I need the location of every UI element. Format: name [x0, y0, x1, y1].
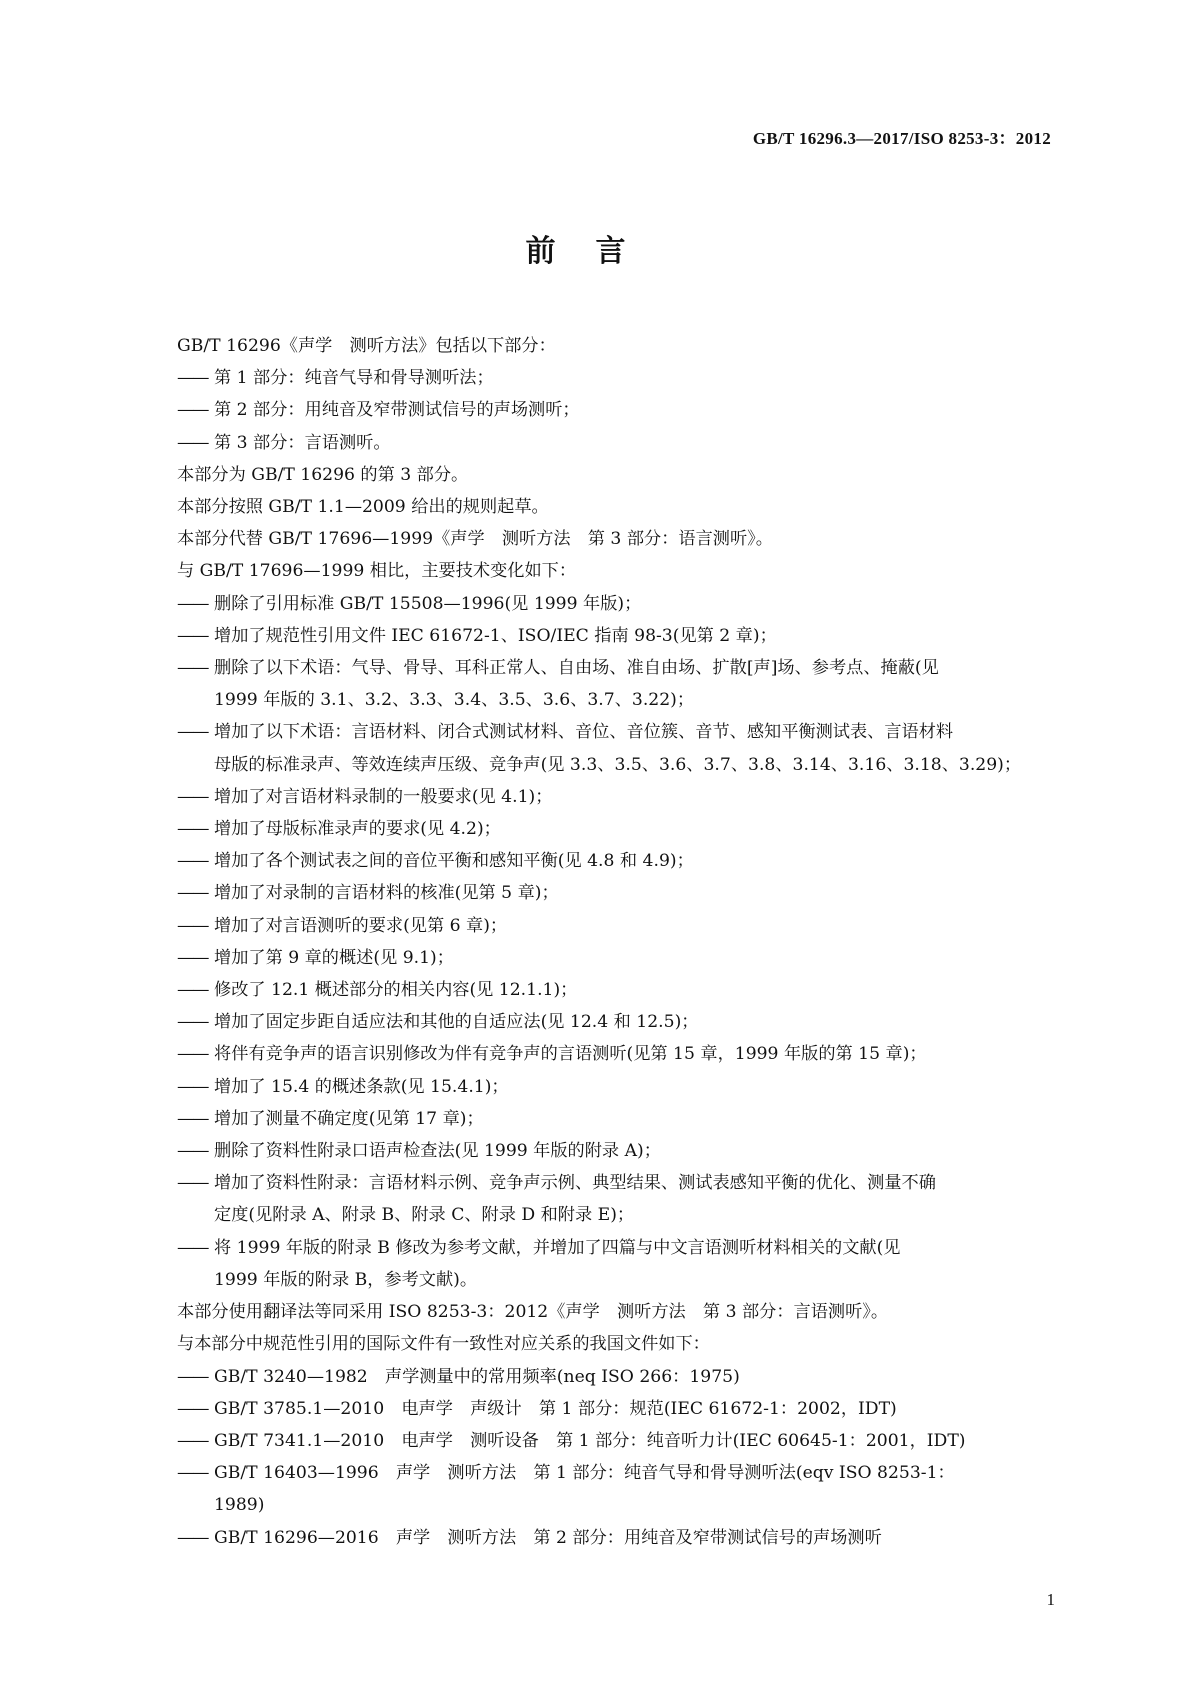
text-line: —— 增加了各个测试表之间的音位平衡和感知平衡(见 4.8 和 4.9)；: [214, 851, 694, 872]
text-line: 本部分代替 GB/T 17696—1999《声学 测听方法 第 3 部分：语言测听》。: [177, 529, 773, 550]
text-line: 本部分按照 GB/T 1.1—2009 给出的规则起草。: [177, 497, 549, 518]
list-item: [177, 974, 1057, 1006]
text-line: 1999 年版的 3.1、3.2、3.3、3.4、3.5、3.6、3.7、3.22)；: [214, 690, 695, 711]
text-line: —— 增加了对言语测听的要求(见第 6 章)；: [214, 915, 508, 936]
text-line: 本部分为 GB/T 16296 的第 3 部分。: [177, 464, 469, 485]
standard-number: GB/T 16296.3—2017/ISO 8253-3：2012: [752, 129, 1051, 148]
text-line: 1999 年版的附录 B，参考文献)。: [214, 1269, 478, 1290]
text-line: —— GB/T 3785.1—2010 电声学 声级计 第 1 部分：规范(IEC 61672-1：2002，IDT): [214, 1398, 897, 1419]
list-item: [177, 588, 1057, 620]
text-line: GB/T 16296《声学 测听方法》包括以下部分：: [177, 336, 556, 356]
text-line: —— 增加了 15.4 的概述条款(见 15.4.1)；: [214, 1076, 509, 1097]
text-line: 1989): [214, 1495, 265, 1516]
list-item: [177, 1071, 1057, 1103]
paragraph: [177, 1328, 1057, 1360]
text-line: 与本部分中规范性引用的国际文件有一致性对应关系的我国文件如下：: [177, 1334, 710, 1355]
text-line: —— 增加了第 9 章的概述(见 9.1)；: [214, 947, 454, 968]
text-line: —— 第 1 部分：纯音气导和骨导测听法；: [214, 368, 494, 389]
text-line: —— 修改了 12.1 概述部分的相关内容(见 12.1.1)；: [214, 980, 578, 1001]
list-item: [177, 362, 1057, 394]
list-item: [177, 1457, 1057, 1521]
list-item: [177, 1522, 1057, 1554]
text-line: —— 增加了母版标准录声的要求(见 4.2)；: [214, 819, 501, 840]
text-line: —— 第 3 部分：言语测听。: [214, 432, 391, 453]
list-item: [177, 1232, 1057, 1296]
list-item: [177, 652, 1057, 716]
text-line: 与 GB/T 17696—1999 相比，主要技术变化如下：: [177, 561, 577, 582]
list-item: [177, 716, 1057, 780]
paragraph: [177, 1296, 1057, 1328]
text-line: —— 增加了以下术语：言语材料、闭合式测试材料、音位、音位簇、音节、感知平衡测试表、言语材料: [214, 722, 954, 743]
text-line: —— GB/T 16403—1996 声学 测听方法 第 1 部分：纯音气导和骨导测听法(eqv ISO 8253-1：: [214, 1463, 955, 1484]
list-item: [177, 1361, 1057, 1393]
list-item: [177, 1038, 1057, 1070]
text-line: 母版的标准录声、等效连续声压级、竞争声(见 3.3、3.5、3.6、3.7、3.8、3.14、3.16、3.18、3.29)；: [214, 754, 1022, 775]
paragraph: [177, 491, 1057, 523]
list-item: [177, 1425, 1057, 1457]
list-item: [177, 1135, 1057, 1167]
list-item: [177, 877, 1057, 909]
list-item: [177, 1393, 1057, 1425]
text-line: —— 将伴有竞争声的语言识别修改为伴有竞争声的言语测听(见第 15 章，1999 年版的第 15 章)；: [214, 1044, 927, 1065]
text-line: —— GB/T 7341.1—2010 电声学 测听设备 第 1 部分：纯音听力计(IEC 60645-1：2001，IDT): [214, 1430, 966, 1451]
list-item: [177, 781, 1057, 813]
page-title: 前言: [525, 234, 666, 269]
list-item: [177, 1103, 1057, 1135]
list-item: [177, 910, 1057, 942]
text-line: —— 将 1999 年版的附录 B 修改为参考文献，并增加了四篇与中文言语测听材料相关的文献(见: [214, 1237, 901, 1258]
text-line: —— 增加了规范性引用文件 IEC 61672-1、ISO/IEC 指南 98-3(见第 2 章)；: [214, 625, 777, 646]
text-line: —— 第 2 部分：用纯音及窄带测试信号的声场测听；: [214, 400, 580, 421]
paragraph: [177, 523, 1057, 555]
list-item: [177, 813, 1057, 845]
list-item: [177, 1006, 1057, 1038]
text-line: 本部分使用翻译法等同采用 ISO 8253-3：2012《声学 测听方法 第 3 部分：言语测听》。: [177, 1302, 889, 1323]
list-item: [177, 620, 1057, 652]
list-item: [177, 394, 1057, 426]
text-line: —— GB/T 16296—2016 声学 测听方法 第 2 部分：用纯音及窄带测试信号的声场测听: [214, 1527, 882, 1548]
text-line: —— 增加了固定步距自适应法和其他的自适应法(见 12.4 和 12.5)；: [214, 1012, 699, 1033]
text-line: —— 删除了以下术语：气导、骨导、耳科正常人、自由场、准自由场、扩散[声]场、参考点、掩蔽(见: [214, 658, 939, 679]
text-line: —— 删除了引用标准 GB/T 15508—1996(见 1999 年版)；: [214, 593, 642, 614]
text-line: —— 增加了资料性附录：言语材料示例、竞争声示例、典型结果、测试表感知平衡的优化、测量不确: [214, 1173, 936, 1194]
page-number: 1: [1046, 1590, 1055, 1609]
text-line: —— 增加了测量不确定度(见第 17 章)；: [214, 1108, 484, 1129]
list-item: [177, 1167, 1057, 1231]
foreword-body: [177, 330, 1057, 1554]
paragraph: [177, 330, 1057, 362]
text-line: 定度(见附录 A、附录 B、附录 C、附录 D 和附录 E)；: [214, 1205, 635, 1226]
list-item: [177, 427, 1057, 459]
paragraph: [177, 459, 1057, 491]
text-line: —— 删除了资料性附录口语声检查法(见 1999 年版的附录 A)；: [214, 1141, 661, 1162]
text-line: —— 增加了对言语材料录制的一般要求(见 4.1)；: [214, 786, 553, 807]
list-item: [177, 942, 1057, 974]
paragraph: [177, 555, 1057, 587]
text-line: —— 增加了对录制的言语材料的核准(见第 5 章)；: [214, 883, 559, 904]
text-line: —— GB/T 3240—1982 声学测量中的常用频率(neq ISO 266：1975): [214, 1366, 740, 1387]
list-item: [177, 845, 1057, 877]
